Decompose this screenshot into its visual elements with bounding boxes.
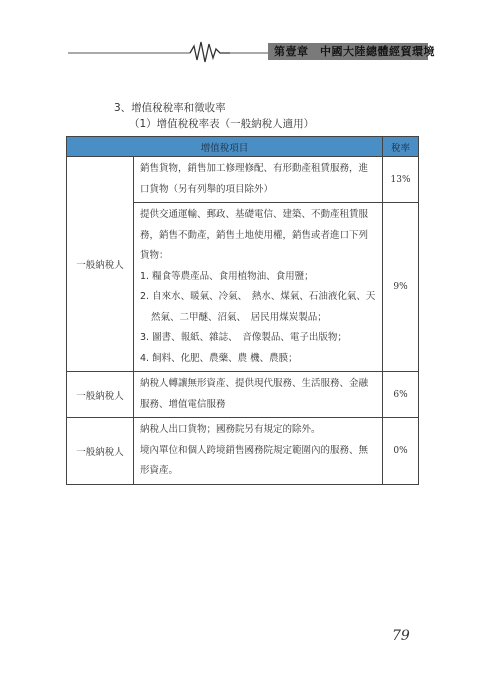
category-cell: 一般納稅人 <box>67 418 134 485</box>
category-cell: 一般納稅人 <box>67 372 134 418</box>
rate-cell: 13% <box>383 157 419 203</box>
page-number: 79 <box>392 628 410 644</box>
table-row <box>67 157 419 203</box>
rate-cell: 9% <box>383 203 419 372</box>
column-header-item: 增值稅項目 <box>67 137 383 157</box>
item-line: 形資產。 <box>140 465 179 476</box>
table-row <box>67 418 419 485</box>
item-line: 3. 圖書、報紙、雜誌、 音像製品、電子出版物； <box>140 332 347 343</box>
item-line: 4. 飼料、化肥、農藥、農 機、農膜； <box>140 352 298 364</box>
item-cell <box>134 157 383 203</box>
section-heading: 3、增值稅稅率和徵收率 <box>114 102 226 114</box>
item-line: 納稅人轉讓無形資產、提供現代服務、生活服務、金融 <box>140 378 369 389</box>
item-line: 然氣、二甲醚、沼氣、 居民用煤炭製品； <box>151 311 327 323</box>
table-row <box>67 372 419 418</box>
item-line: 務，銷售不動產，銷售土地使用權，銷售或者進口下列 <box>140 229 369 241</box>
item-line: 納稅人出口貨物；國務院另有規定的除外。 <box>140 424 321 435</box>
rate-cell: 0% <box>383 418 419 485</box>
item-line: 1. 糧食等農產品、食用植物油、食用鹽； <box>140 270 314 282</box>
item-line: 貨物： <box>140 250 169 261</box>
item-line: 服務、增值電信服務 <box>140 398 226 410</box>
item-line: 境內單位和個人跨境銷售國務院規定範圍內的服務、無 <box>140 444 369 456</box>
item-line: 口貨物（另有列舉的項目除外） <box>140 183 274 195</box>
page-header <box>0 0 480 70</box>
item-line: 提供交通運輸、郵政、基礎電信、建築、不動產租賃服 <box>140 209 369 220</box>
table-caption: （1）增值稅稅率表（一般納稅人適用） <box>129 118 315 130</box>
column-header-rate: 稅率 <box>383 137 419 157</box>
table-header-row <box>67 137 419 157</box>
item-cell <box>134 203 383 372</box>
item-cell <box>134 418 383 485</box>
rate-cell: 6% <box>383 372 419 418</box>
item-line: 銷售貨物，銷售加工修理修配、有形動產租賃服務，進 <box>140 163 369 174</box>
tax-rate-table <box>66 136 419 485</box>
item-line: 2. 自來水、暖氣、冷氣、 熱水、煤氣、石油液化氣、天 <box>140 291 376 302</box>
pulse-line-icon <box>190 42 230 62</box>
item-cell <box>134 372 383 418</box>
chapter-title: 第壹章 中國大陸總體經貿環境 <box>274 45 435 58</box>
category-cell: 一般納稅人 <box>67 157 134 372</box>
